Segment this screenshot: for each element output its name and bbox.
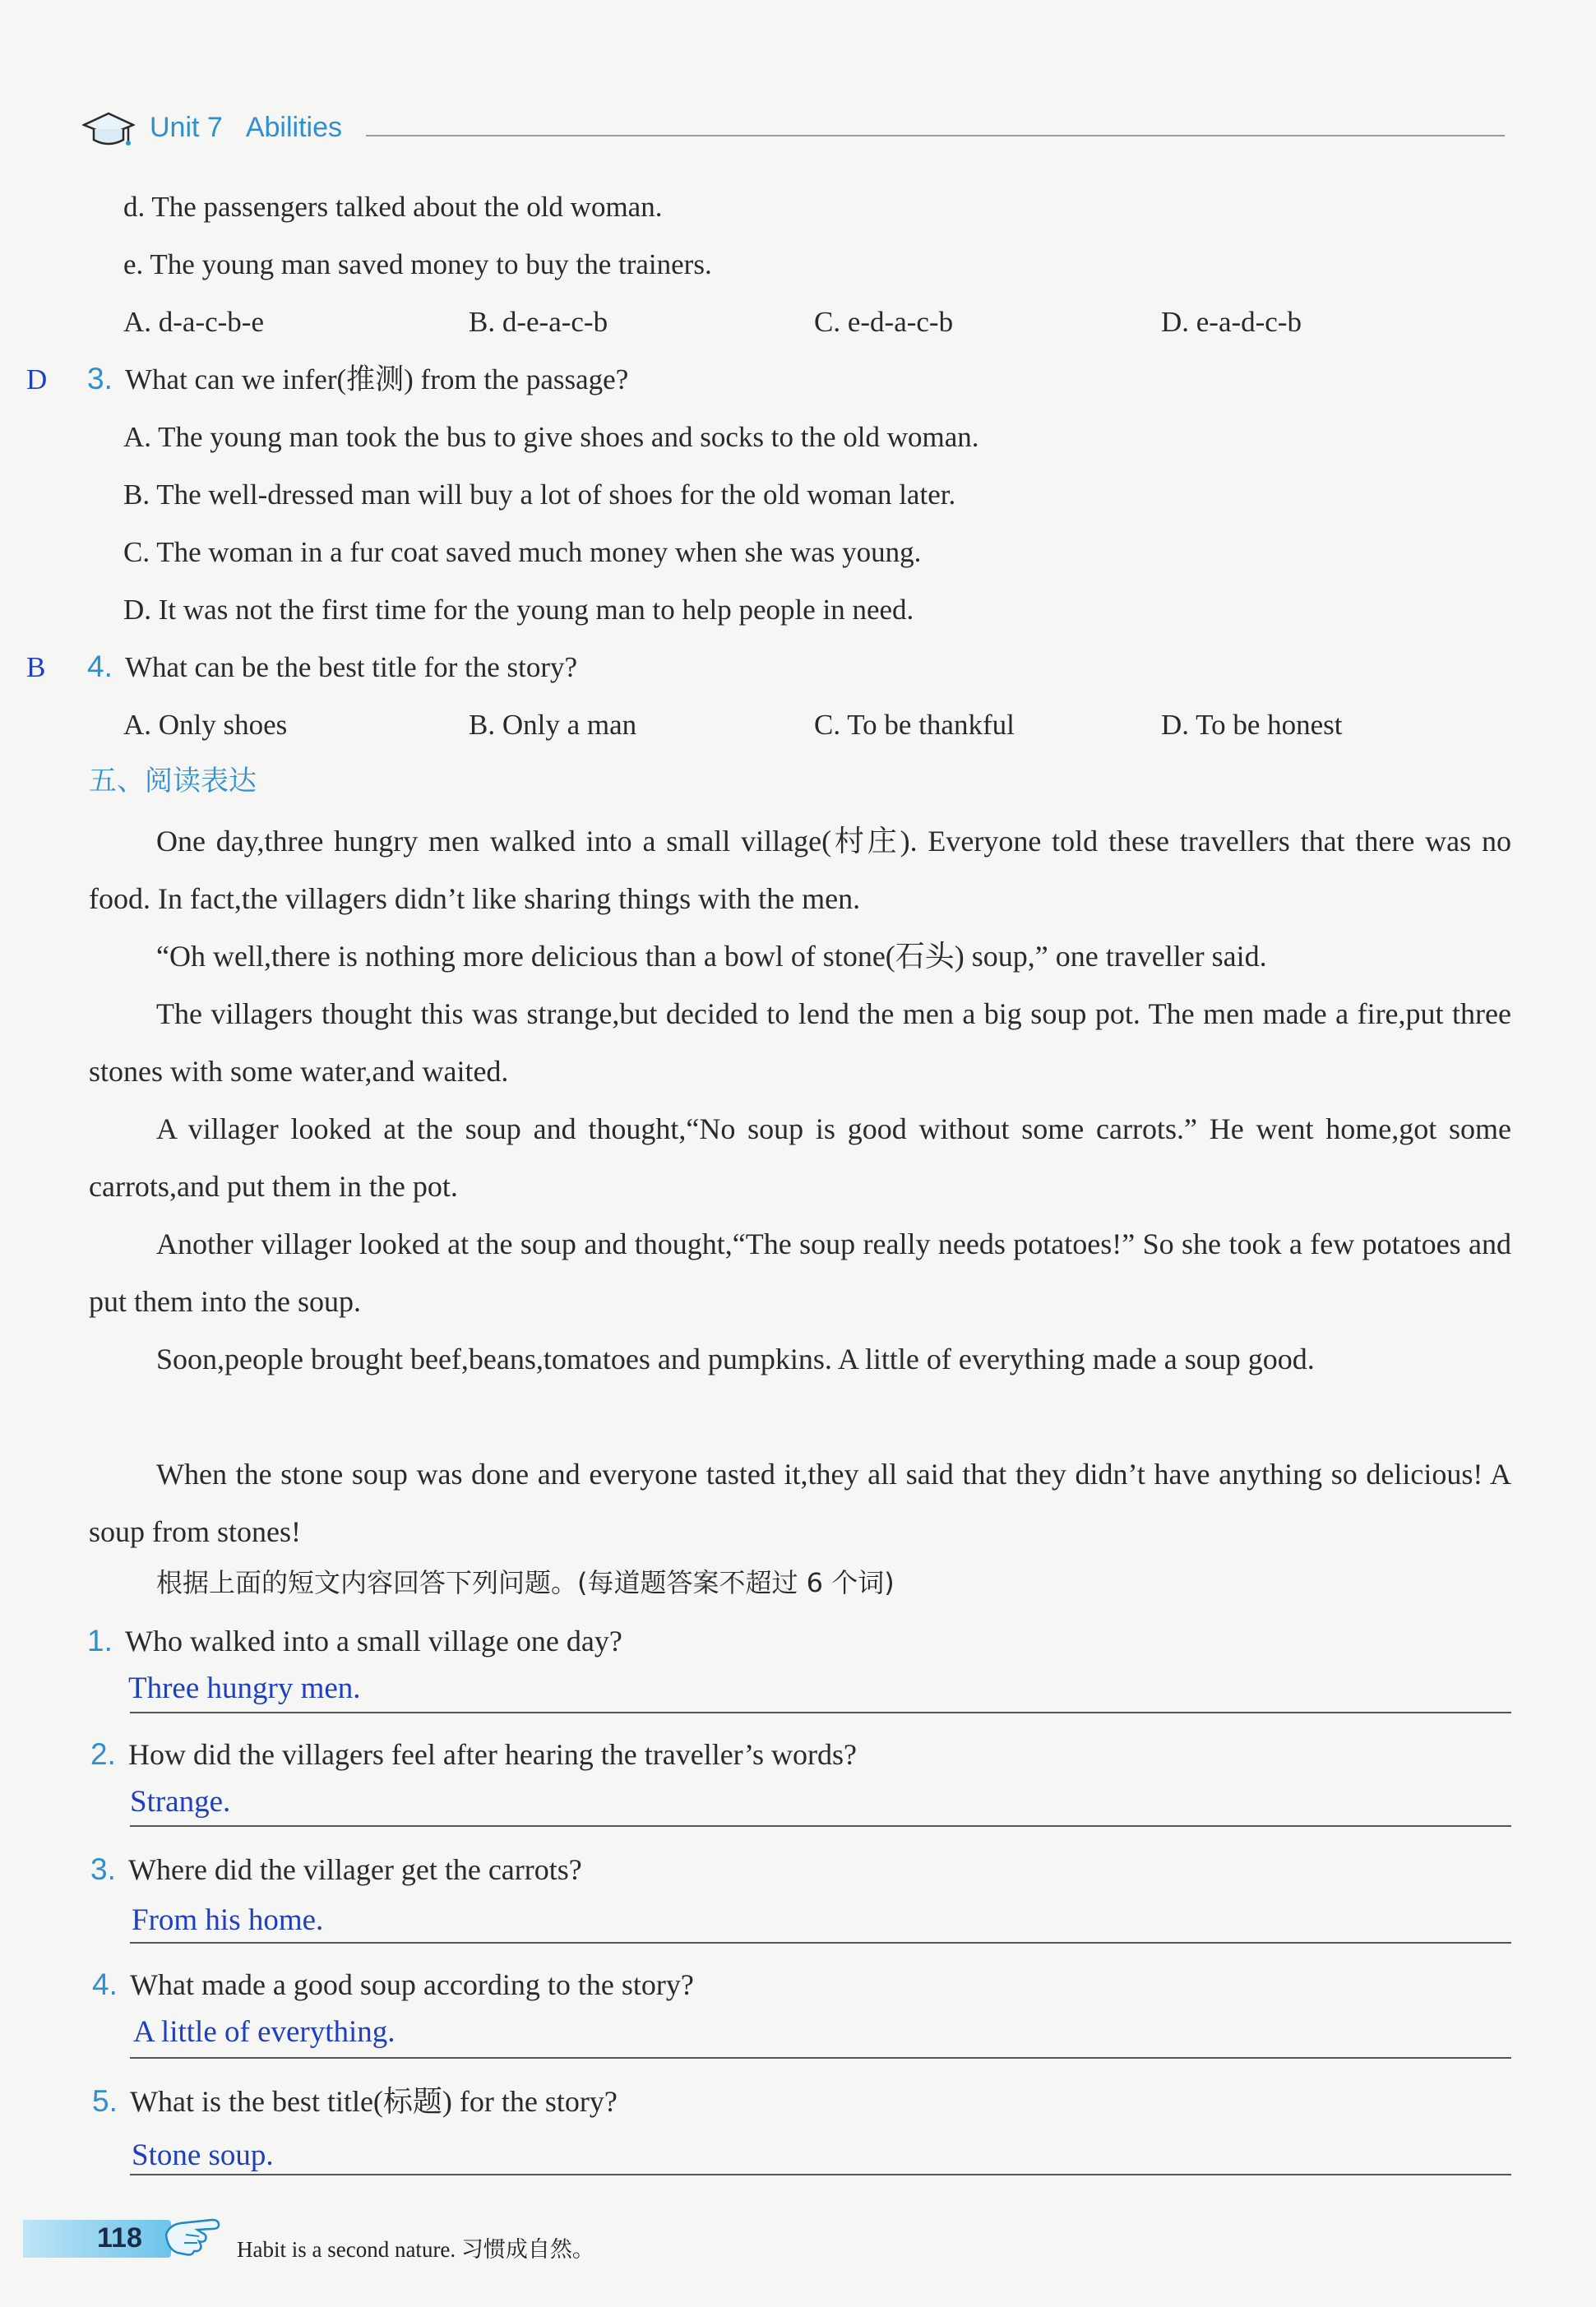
instruction-text: 根据上面的短文内容回答下列问题。(每道题答案不超过 6 个词) [156,1567,895,1598]
answer-line [130,2174,1511,2175]
q3-answer: D [26,363,48,395]
option-d-line: d. The passengers talked about the old woman. [123,191,663,223]
q4-answer: B [26,651,46,683]
passage-paragraph [89,1445,1511,1560]
q4-number: 4. [87,650,113,683]
passage-paragraph [89,812,1511,927]
passage-paragraph [89,985,1511,1100]
rq4-answer: A little of everything. [133,2015,396,2049]
answer-line [130,1712,1511,1713]
rq1-text: Who walked into a small village one day? [125,1625,622,1657]
passage-paragraph [89,1330,1511,1388]
unit-title [150,112,365,144]
rq1-answer: Three hungry men. [128,1671,361,1705]
paragraph-text: The villagers thought this was strange,but decided to lend the men a big soup pot. The men made a fire,put three stones with some water,and waited. [89,997,1511,1088]
unit-name: Abilities [245,112,342,143]
q3-number: 3. [87,362,113,395]
rq4-text: What made a good soup according to the story? [130,1968,694,2001]
rq3-answer: From his home. [132,1903,324,1937]
rq4-number: 4. [92,1967,118,2001]
choice-b: B. d-e-a-c-b [469,306,608,338]
q4-text: What can be the best title for the story? [125,651,578,683]
footer-quote: Habit is a second nature. 习惯成自然。 [237,2237,594,2262]
passage-paragraph [89,1100,1511,1215]
q4-option-c: C. To be thankful [814,709,1015,741]
q3-option-c: C. The woman in a fur coat saved much money when she was young. [123,536,922,568]
rq1-number: 1. [87,1624,113,1657]
option-e-line: e. The young man saved money to buy the trainers. [123,248,712,280]
passage-paragraph [89,927,1511,985]
choice-c: C. e-d-a-c-b [814,306,954,338]
q3-option-a: A. The young man took the bus to give shoes and socks to the old woman. [123,421,979,453]
paragraph-text: A villager looked at the soup and thought,“No soup is good without some carrots.” He went home,got some carrots,and put them in the pot. [89,1112,1511,1203]
paragraph-text: “Oh well,there is nothing more delicious than a bowl of stone(石头) soup,” one traveller said. [156,940,1267,973]
pointing-hand-icon [161,2210,227,2259]
rq5-text: What is the best title(标题) for the story? [130,2085,618,2118]
page-header [82,107,1505,156]
answer-line [130,1825,1511,1827]
q4-option-a: A. Only shoes [123,709,288,741]
q3-option-d: D. It was not the first time for the young man to help people in need. [123,594,914,626]
rq2-number: 2. [90,1737,116,1771]
rq3-number: 3. [90,1852,116,1886]
q4-option-d: D. To be honest [1161,709,1343,741]
page-number: 118 [97,2222,142,2254]
rq2-answer: Strange. [130,1785,231,1819]
paragraph-text: One day,three hungry men walked into a small village(村庄). Everyone told these travellers that there was no food. In fact,the villagers didn’t like sharing things with the men. [89,825,1511,915]
paragraph-text: When the stone soup was done and everyone tasted it,they all said that they didn’t have anything so delicious! A soup from stones! [89,1458,1511,1548]
q3-option-b: B. The well-dressed man will buy a lot of shoes for the old woman later. [123,479,956,511]
rq5-answer: Stone soup. [132,2138,274,2172]
graduation-cap-icon [82,110,135,151]
q3-text: What can we infer(推测) from the passage? [125,363,629,395]
rq3-text: Where did the villager get the carrots? [128,1853,582,1886]
section-title: 五、阅读表达 [89,765,257,798]
choice-d: D. e-a-d-c-b [1161,306,1302,338]
choice-a: A. d-a-c-b-e [123,306,265,338]
unit-number: Unit 7 [150,112,223,143]
rq2-text: How did the villagers feel after hearing the traveller’s words? [128,1738,857,1771]
answer-line [130,1942,1511,1944]
answer-line [130,2057,1511,2059]
rq5-number: 5. [92,2084,118,2118]
paragraph-text: Soon,people brought beef,beans,tomatoes and pumpkins. A little of everything made a soup good. [156,1343,1315,1375]
paragraph-text: Another villager looked at the soup and thought,“The soup really needs potatoes!” So she took a few potatoes and put them into the soup. [89,1227,1511,1318]
header-divider [366,135,1505,136]
q4-option-b: B. Only a man [469,709,637,741]
passage-paragraph [89,1215,1511,1330]
